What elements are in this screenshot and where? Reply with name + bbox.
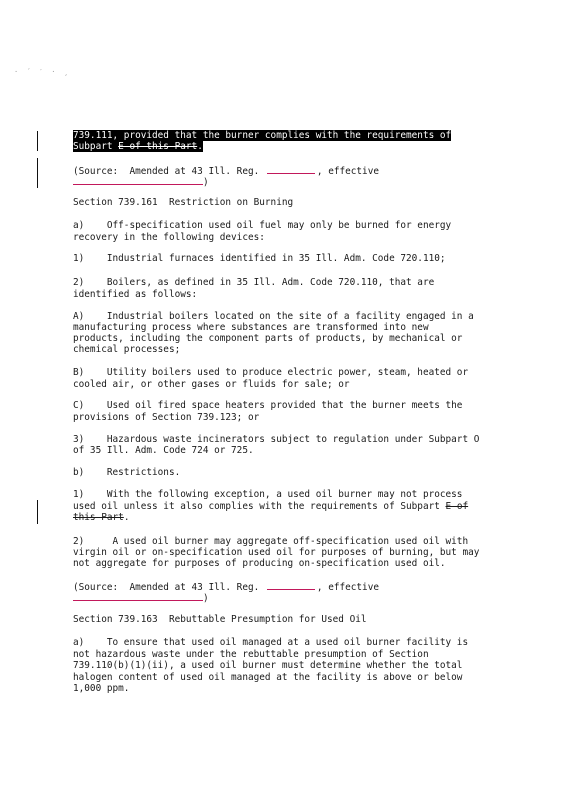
paragraph: B) Utility boilers used to produce electric power, steam, heated or (73, 367, 469, 378)
paragraph: cooled air, or other gases or fluids for sale; or (73, 379, 350, 390)
paragraph: 739.110(b)(1)(ii), a used oil burner must determine whether the total (73, 660, 463, 671)
paragraph: not hazardous waste under the rebuttable presumption of Section (73, 649, 429, 660)
paragraph: chemical processes; (73, 344, 181, 355)
revision-bar (37, 131, 38, 151)
scan-speck: · ´ ′ · ¸ (14, 68, 70, 76)
revision-bar (37, 500, 38, 524)
section-heading: Section 739.163 Rebuttable Presumption for Used Oil (73, 614, 367, 625)
paragraph: 1) Industrial furnaces identified in 35 Ill. Adm. Code 720.110; (73, 253, 446, 264)
paragraph: a) Off-specification used oil fuel may only be burned for energy (73, 220, 452, 231)
paragraph: recovery in the following devices: (73, 232, 265, 243)
paragraph: halogen content of used oil managed at the facility is above or below (73, 672, 463, 683)
paragraph: 2) A used oil burner may aggregate off-specification used oil with (73, 536, 469, 547)
continuation-line: 739.111, provided that the burner complies with the requirements of (73, 130, 452, 141)
paragraph: used oil unless it also complies with the requirements of Subpart E of (73, 501, 469, 512)
section-heading: Section 739.161 Restriction on Burning (73, 197, 294, 208)
source-note: (Source: Amended at 43 Ill. Reg. , effective (73, 582, 379, 593)
source-note: ) (73, 592, 513, 605)
paragraph: C) Used oil fired space heaters provided that the burner meets the (73, 400, 463, 411)
paragraph: 1,000 ppm. (73, 683, 130, 694)
paragraph: a) To ensure that used oil managed at a used oil burner facility is (73, 637, 469, 648)
paragraph: virgin oil or on-specification used oil for purposes of burning, but may (73, 547, 480, 558)
paragraph: b) Restrictions. (73, 467, 181, 478)
paragraph: products, including the component parts of products, by mechanical or (73, 333, 463, 344)
blank-field (73, 176, 203, 185)
continuation-line: Subpart E of this Part. (73, 141, 203, 152)
source-note: (Source: Amended at 43 Ill. Reg. , effective (73, 166, 379, 177)
paragraph: not aggregate for purposes of producing on-specification used oil. (73, 558, 446, 569)
blank-field (267, 581, 315, 590)
paragraph: 3) Hazardous waste incinerators subject to regulation under Subpart O (73, 434, 480, 445)
paragraph: 2) Boilers, as defined in 35 Ill. Adm. Code 720.110, that are (73, 277, 435, 288)
paragraph: A) Industrial boilers located on the site of a facility engaged in a (73, 311, 474, 322)
paragraph: this Part. (73, 512, 130, 523)
revision-bar (37, 158, 38, 188)
paragraph: manufacturing process where substances are transformed into new (73, 322, 429, 333)
paragraph: identified as follows: (73, 289, 198, 300)
blank-field (267, 165, 315, 174)
source-note: ) (73, 176, 513, 189)
blank-field (73, 592, 203, 601)
paragraph: of 35 Ill. Adm. Code 724 or 725. (73, 445, 254, 456)
paragraph: provisions of Section 739.123; or (73, 412, 260, 423)
paragraph: 1) With the following exception, a used oil burner may not process (73, 489, 463, 500)
